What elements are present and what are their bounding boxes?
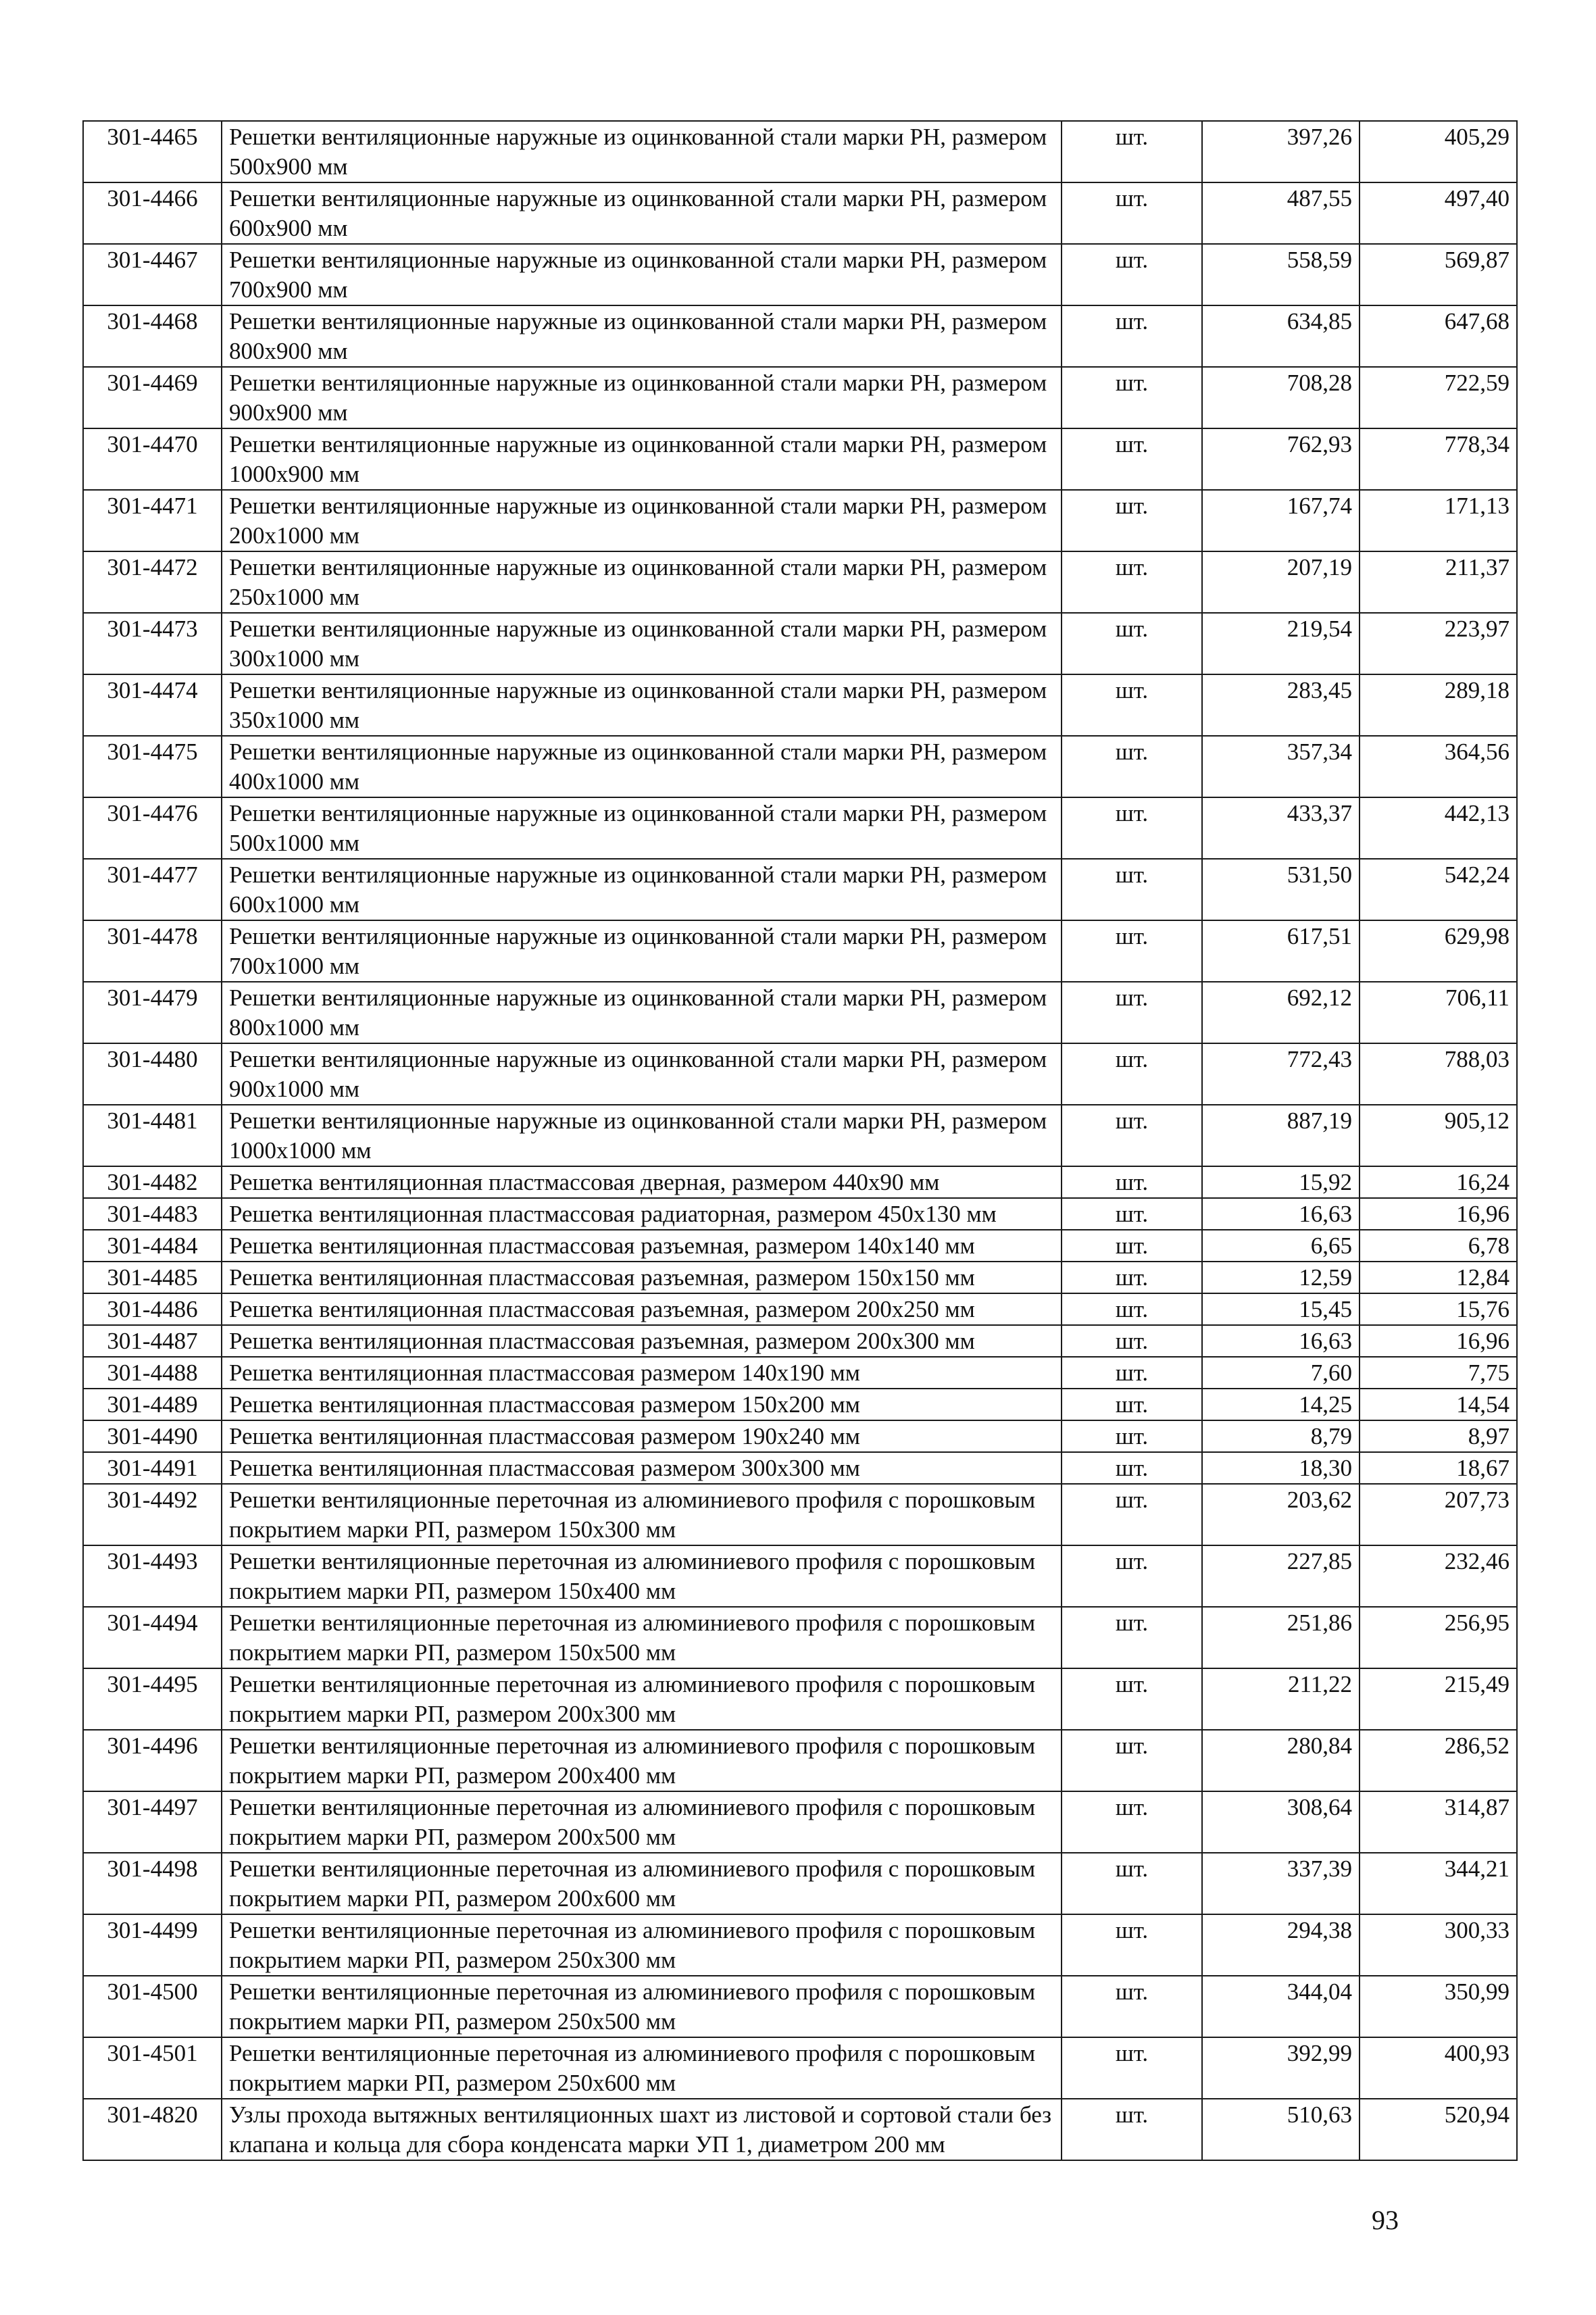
item-description: Решетки вентиляционные наружные из оцинкованной стали марки РН, размером 700x900 мм	[222, 244, 1062, 305]
item-unit: шт.	[1062, 2037, 1202, 2099]
item-description: Решетка вентиляционная пластмассовая разъемная, размером 150x150 мм	[222, 1262, 1062, 1293]
item-description: Решетки вентиляционные наружные из оцинкованной стали марки РН, размером 1000x1000 мм	[222, 1105, 1062, 1166]
item-unit: шт.	[1062, 1262, 1202, 1293]
item-price-1: 6,65	[1202, 1230, 1360, 1262]
item-code: 301-4473	[83, 613, 222, 674]
item-unit: шт.	[1062, 1198, 1202, 1230]
item-unit: шт.	[1062, 367, 1202, 428]
item-price-1: 211,22	[1202, 1668, 1360, 1730]
item-description: Решетки вентиляционные наружные из оцинкованной стали марки РН, размером 400x1000 мм	[222, 736, 1062, 797]
item-price-2: 14,54	[1360, 1389, 1517, 1420]
item-price-2: 16,24	[1360, 1166, 1517, 1198]
item-description: Решетки вентиляционные наружные из оцинкованной стали марки РН, размером 600x900 мм	[222, 182, 1062, 244]
item-price-2: 286,52	[1360, 1730, 1517, 1791]
item-price-2: 223,97	[1360, 613, 1517, 674]
item-code: 301-4493	[83, 1545, 222, 1607]
item-price-2: 215,49	[1360, 1668, 1517, 1730]
table-row	[83, 121, 1517, 182]
item-code: 301-4499	[83, 1914, 222, 1976]
item-unit: шт.	[1062, 490, 1202, 551]
item-description: Решетки вентиляционные наружные из оцинкованной стали марки РН, размером 200x1000 мм	[222, 490, 1062, 551]
table-row	[83, 367, 1517, 428]
item-code: 301-4495	[83, 1668, 222, 1730]
item-price-2: 300,33	[1360, 1914, 1517, 1976]
item-code: 301-4470	[83, 428, 222, 490]
item-unit: шт.	[1062, 1166, 1202, 1198]
item-unit: шт.	[1062, 305, 1202, 367]
item-description: Решетки вентиляционные переточная из алюминиевого профиля с порошковым покрытием марки РП, размером 250x600 мм	[222, 2037, 1062, 2099]
table-row	[83, 1791, 1517, 1853]
item-code: 301-4483	[83, 1198, 222, 1230]
item-description: Решетки вентиляционные наружные из оцинкованной стали марки РН, размером 500x1000 мм	[222, 797, 1062, 859]
item-description: Решетка вентиляционная пластмассовая размером 300x300 мм	[222, 1452, 1062, 1484]
item-price-1: 167,74	[1202, 490, 1360, 551]
table-row	[83, 551, 1517, 613]
item-price-1: 8,79	[1202, 1420, 1360, 1452]
item-price-1: 337,39	[1202, 1853, 1360, 1914]
item-unit: шт.	[1062, 1607, 1202, 1668]
item-unit: шт.	[1062, 920, 1202, 982]
item-price-1: 16,63	[1202, 1198, 1360, 1230]
table-row	[83, 1105, 1517, 1166]
item-price-2: 16,96	[1360, 1325, 1517, 1357]
table-row	[83, 1230, 1517, 1262]
item-code: 301-4482	[83, 1166, 222, 1198]
item-price-2: 256,95	[1360, 1607, 1517, 1668]
item-code: 301-4475	[83, 736, 222, 797]
page-number: 93	[1372, 2205, 1399, 2235]
table-row	[83, 244, 1517, 305]
item-code: 301-4489	[83, 1389, 222, 1420]
item-price-2: 8,97	[1360, 1420, 1517, 1452]
item-unit: шт.	[1062, 1043, 1202, 1105]
item-price-1: 18,30	[1202, 1452, 1360, 1484]
item-description: Решетки вентиляционные наружные из оцинкованной стали марки РН, размером 350x1000 мм	[222, 674, 1062, 736]
item-description: Решетки вентиляционные наружные из оцинкованной стали марки РН, размером 300x1000 мм	[222, 613, 1062, 674]
table-row	[83, 2099, 1517, 2160]
item-price-1: 251,86	[1202, 1607, 1360, 1668]
item-description: Решетки вентиляционные переточная из алюминиевого профиля с порошковым покрытием марки РП, размером 200x600 мм	[222, 1853, 1062, 1914]
item-price-2: 542,24	[1360, 859, 1517, 920]
item-code: 301-4481	[83, 1105, 222, 1166]
item-unit: шт.	[1062, 982, 1202, 1043]
table-row	[83, 1420, 1517, 1452]
item-description: Решетки вентиляционные переточная из алюминиевого профиля с порошковым покрытием марки РП, размером 200x500 мм	[222, 1791, 1062, 1853]
item-description: Решетка вентиляционная пластмассовая размером 150x200 мм	[222, 1389, 1062, 1420]
item-description: Решетки вентиляционные переточная из алюминиевого профиля с порошковым покрытием марки РП, размером 250x500 мм	[222, 1976, 1062, 2037]
table-row	[83, 1043, 1517, 1105]
item-description: Решетки вентиляционные наружные из оцинкованной стали марки РН, размером 900x1000 мм	[222, 1043, 1062, 1105]
item-unit: шт.	[1062, 1357, 1202, 1389]
item-description: Решетки вентиляционные переточная из алюминиевого профиля с порошковым покрытием марки РП, размером 150x500 мм	[222, 1607, 1062, 1668]
item-code: 301-4466	[83, 182, 222, 244]
item-code: 301-4474	[83, 674, 222, 736]
table-row	[83, 1198, 1517, 1230]
item-price-2: 569,87	[1360, 244, 1517, 305]
item-unit: шт.	[1062, 1976, 1202, 2037]
table-row	[83, 797, 1517, 859]
table-row	[83, 1357, 1517, 1389]
item-code: 301-4500	[83, 1976, 222, 2037]
item-description: Решетки вентиляционные наружные из оцинкованной стали марки РН, размером 1000x900 мм	[222, 428, 1062, 490]
item-description: Решетка вентиляционная пластмассовая радиаторная, размером 450x130 мм	[222, 1198, 1062, 1230]
item-code: 301-4479	[83, 982, 222, 1043]
price-table	[82, 120, 1518, 2161]
item-code: 301-4478	[83, 920, 222, 982]
item-price-1: 531,50	[1202, 859, 1360, 920]
item-price-1: 487,55	[1202, 182, 1360, 244]
item-price-2: 12,84	[1360, 1262, 1517, 1293]
item-price-1: 12,59	[1202, 1262, 1360, 1293]
item-description: Решетка вентиляционная пластмассовая разъемная, размером 200x300 мм	[222, 1325, 1062, 1357]
item-code: 301-4476	[83, 797, 222, 859]
item-code: 301-4501	[83, 2037, 222, 2099]
item-unit: шт.	[1062, 674, 1202, 736]
item-price-1: 294,38	[1202, 1914, 1360, 1976]
item-price-1: 392,99	[1202, 2037, 1360, 2099]
item-price-2: 405,29	[1360, 121, 1517, 182]
item-price-2: 905,12	[1360, 1105, 1517, 1166]
table-row	[83, 1976, 1517, 2037]
item-unit: шт.	[1062, 1484, 1202, 1545]
item-price-1: 617,51	[1202, 920, 1360, 982]
table-row	[83, 305, 1517, 367]
item-unit: шт.	[1062, 428, 1202, 490]
item-price-2: 778,34	[1360, 428, 1517, 490]
item-description: Решетки вентиляционные наружные из оцинкованной стали марки РН, размером 900x900 мм	[222, 367, 1062, 428]
item-price-1: 7,60	[1202, 1357, 1360, 1389]
item-description: Решетки вентиляционные переточная из алюминиевого профиля с порошковым покрытием марки РП, размером 200x400 мм	[222, 1730, 1062, 1791]
item-price-1: 634,85	[1202, 305, 1360, 367]
item-unit: шт.	[1062, 736, 1202, 797]
item-price-1: 433,37	[1202, 797, 1360, 859]
item-unit: шт.	[1062, 244, 1202, 305]
item-code: 301-4497	[83, 1791, 222, 1853]
table-row	[83, 182, 1517, 244]
item-code: 301-4486	[83, 1293, 222, 1325]
item-price-2: 7,75	[1360, 1357, 1517, 1389]
item-code: 301-4490	[83, 1420, 222, 1452]
item-price-1: 510,63	[1202, 2099, 1360, 2160]
item-price-2: 497,40	[1360, 182, 1517, 244]
item-price-2: 16,96	[1360, 1198, 1517, 1230]
item-price-1: 344,04	[1202, 1976, 1360, 2037]
table-row	[83, 1914, 1517, 1976]
item-unit: шт.	[1062, 1730, 1202, 1791]
table-row	[83, 859, 1517, 920]
item-code: 301-4480	[83, 1043, 222, 1105]
item-code: 301-4477	[83, 859, 222, 920]
table-row	[83, 736, 1517, 797]
item-price-1: 708,28	[1202, 367, 1360, 428]
item-description: Решетка вентиляционная пластмассовая размером 140x190 мм	[222, 1357, 1062, 1389]
item-description: Решетки вентиляционные наружные из оцинкованной стали марки РН, размером 700x1000 мм	[222, 920, 1062, 982]
item-unit: шт.	[1062, 1420, 1202, 1452]
table-row	[83, 1668, 1517, 1730]
item-price-1: 203,62	[1202, 1484, 1360, 1545]
item-price-2: 629,98	[1360, 920, 1517, 982]
table-row	[83, 1325, 1517, 1357]
item-unit: шт.	[1062, 1230, 1202, 1262]
table-row	[83, 1262, 1517, 1293]
item-description: Решетки вентиляционные переточная из алюминиевого профиля с порошковым покрытием марки РП, размером 250x300 мм	[222, 1914, 1062, 1976]
item-price-1: 14,25	[1202, 1389, 1360, 1420]
item-price-2: 171,13	[1360, 490, 1517, 551]
item-price-2: 207,73	[1360, 1484, 1517, 1545]
item-unit: шт.	[1062, 121, 1202, 182]
item-price-1: 692,12	[1202, 982, 1360, 1043]
item-code: 301-4485	[83, 1262, 222, 1293]
item-description: Решетки вентиляционные наружные из оцинкованной стали марки РН, размером 800x900 мм	[222, 305, 1062, 367]
item-code: 301-4498	[83, 1853, 222, 1914]
item-description: Решетки вентиляционные переточная из алюминиевого профиля с порошковым покрытием марки РП, размером 200x300 мм	[222, 1668, 1062, 1730]
table-row	[83, 1293, 1517, 1325]
item-price-1: 357,34	[1202, 736, 1360, 797]
item-unit: шт.	[1062, 613, 1202, 674]
item-description: Решетка вентиляционная пластмассовая дверная, размером 440x90 мм	[222, 1166, 1062, 1198]
item-price-2: 722,59	[1360, 367, 1517, 428]
table-row	[83, 1389, 1517, 1420]
item-price-1: 280,84	[1202, 1730, 1360, 1791]
table-row	[83, 1607, 1517, 1668]
item-code: 301-4468	[83, 305, 222, 367]
item-description: Решетки вентиляционные переточная из алюминиевого профиля с порошковым покрытием марки РП, размером 150x400 мм	[222, 1545, 1062, 1607]
item-description: Решетки вентиляционные переточная из алюминиевого профиля с порошковым покрытием марки РП, размером 150x300 мм	[222, 1484, 1062, 1545]
item-price-1: 887,19	[1202, 1105, 1360, 1166]
item-unit: шт.	[1062, 1545, 1202, 1607]
item-unit: шт.	[1062, 1452, 1202, 1484]
item-price-1: 16,63	[1202, 1325, 1360, 1357]
table-row	[83, 1166, 1517, 1198]
item-code: 301-4820	[83, 2099, 222, 2160]
item-description: Узлы прохода вытяжных вентиляционных шахт из листовой и сортовой стали без клапана и кольца для сбора конденсата марки УП 1, диаметром 200 мм	[222, 2099, 1062, 2160]
item-price-2: 18,67	[1360, 1452, 1517, 1484]
item-description: Решетки вентиляционные наружные из оцинкованной стали марки РН, размером 500x900 мм	[222, 121, 1062, 182]
item-unit: шт.	[1062, 1389, 1202, 1420]
item-price-2: 314,87	[1360, 1791, 1517, 1853]
item-price-1: 397,26	[1202, 121, 1360, 182]
table-row	[83, 613, 1517, 674]
item-description: Решетка вентиляционная пластмассовая разъемная, размером 140x140 мм	[222, 1230, 1062, 1262]
item-price-2: 706,11	[1360, 982, 1517, 1043]
table-row	[83, 674, 1517, 736]
item-code: 301-4484	[83, 1230, 222, 1262]
table-row	[83, 428, 1517, 490]
table-row	[83, 1452, 1517, 1484]
item-price-1: 762,93	[1202, 428, 1360, 490]
item-code: 301-4465	[83, 121, 222, 182]
item-price-1: 227,85	[1202, 1545, 1360, 1607]
item-price-1: 207,19	[1202, 551, 1360, 613]
item-code: 301-4496	[83, 1730, 222, 1791]
item-price-2: 647,68	[1360, 305, 1517, 367]
item-unit: шт.	[1062, 859, 1202, 920]
item-unit: шт.	[1062, 1853, 1202, 1914]
item-price-1: 308,64	[1202, 1791, 1360, 1853]
table-row	[83, 1545, 1517, 1607]
item-code: 301-4487	[83, 1325, 222, 1357]
item-unit: шт.	[1062, 2099, 1202, 2160]
item-price-1: 558,59	[1202, 244, 1360, 305]
item-price-2: 788,03	[1360, 1043, 1517, 1105]
price-table-body	[83, 121, 1517, 2160]
table-row	[83, 920, 1517, 982]
table-row	[83, 1853, 1517, 1914]
item-price-1: 772,43	[1202, 1043, 1360, 1105]
item-description: Решетки вентиляционные наружные из оцинкованной стали марки РН, размером 600x1000 мм	[222, 859, 1062, 920]
item-code: 301-4491	[83, 1452, 222, 1484]
item-description: Решетки вентиляционные наружные из оцинкованной стали марки РН, размером 250x1000 мм	[222, 551, 1062, 613]
table-row	[83, 490, 1517, 551]
table-row	[83, 2037, 1517, 2099]
item-unit: шт.	[1062, 1791, 1202, 1853]
item-price-2: 289,18	[1360, 674, 1517, 736]
item-code: 301-4472	[83, 551, 222, 613]
item-unit: шт.	[1062, 1914, 1202, 1976]
item-unit: шт.	[1062, 1668, 1202, 1730]
item-price-1: 15,45	[1202, 1293, 1360, 1325]
table-row	[83, 1484, 1517, 1545]
item-unit: шт.	[1062, 182, 1202, 244]
item-unit: шт.	[1062, 1293, 1202, 1325]
item-price-2: 520,94	[1360, 2099, 1517, 2160]
item-price-2: 350,99	[1360, 1976, 1517, 2037]
item-description: Решетки вентиляционные наружные из оцинкованной стали марки РН, размером 800x1000 мм	[222, 982, 1062, 1043]
item-price-2: 6,78	[1360, 1230, 1517, 1262]
item-code: 301-4494	[83, 1607, 222, 1668]
item-code: 301-4488	[83, 1357, 222, 1389]
item-code: 301-4467	[83, 244, 222, 305]
item-code: 301-4471	[83, 490, 222, 551]
item-code: 301-4469	[83, 367, 222, 428]
item-price-2: 211,37	[1360, 551, 1517, 613]
table-row	[83, 982, 1517, 1043]
item-price-2: 344,21	[1360, 1853, 1517, 1914]
table-row	[83, 1730, 1517, 1791]
item-price-2: 232,46	[1360, 1545, 1517, 1607]
item-description: Решетка вентиляционная пластмассовая размером 190x240 мм	[222, 1420, 1062, 1452]
item-price-1: 219,54	[1202, 613, 1360, 674]
item-description: Решетка вентиляционная пластмассовая разъемная, размером 200x250 мм	[222, 1293, 1062, 1325]
item-price-2: 442,13	[1360, 797, 1517, 859]
item-price-1: 283,45	[1202, 674, 1360, 736]
item-code: 301-4492	[83, 1484, 222, 1545]
item-unit: шт.	[1062, 797, 1202, 859]
item-price-2: 400,93	[1360, 2037, 1517, 2099]
item-price-2: 364,56	[1360, 736, 1517, 797]
item-price-1: 15,92	[1202, 1166, 1360, 1198]
item-unit: шт.	[1062, 1325, 1202, 1357]
item-unit: шт.	[1062, 551, 1202, 613]
item-unit: шт.	[1062, 1105, 1202, 1166]
item-price-2: 15,76	[1360, 1293, 1517, 1325]
